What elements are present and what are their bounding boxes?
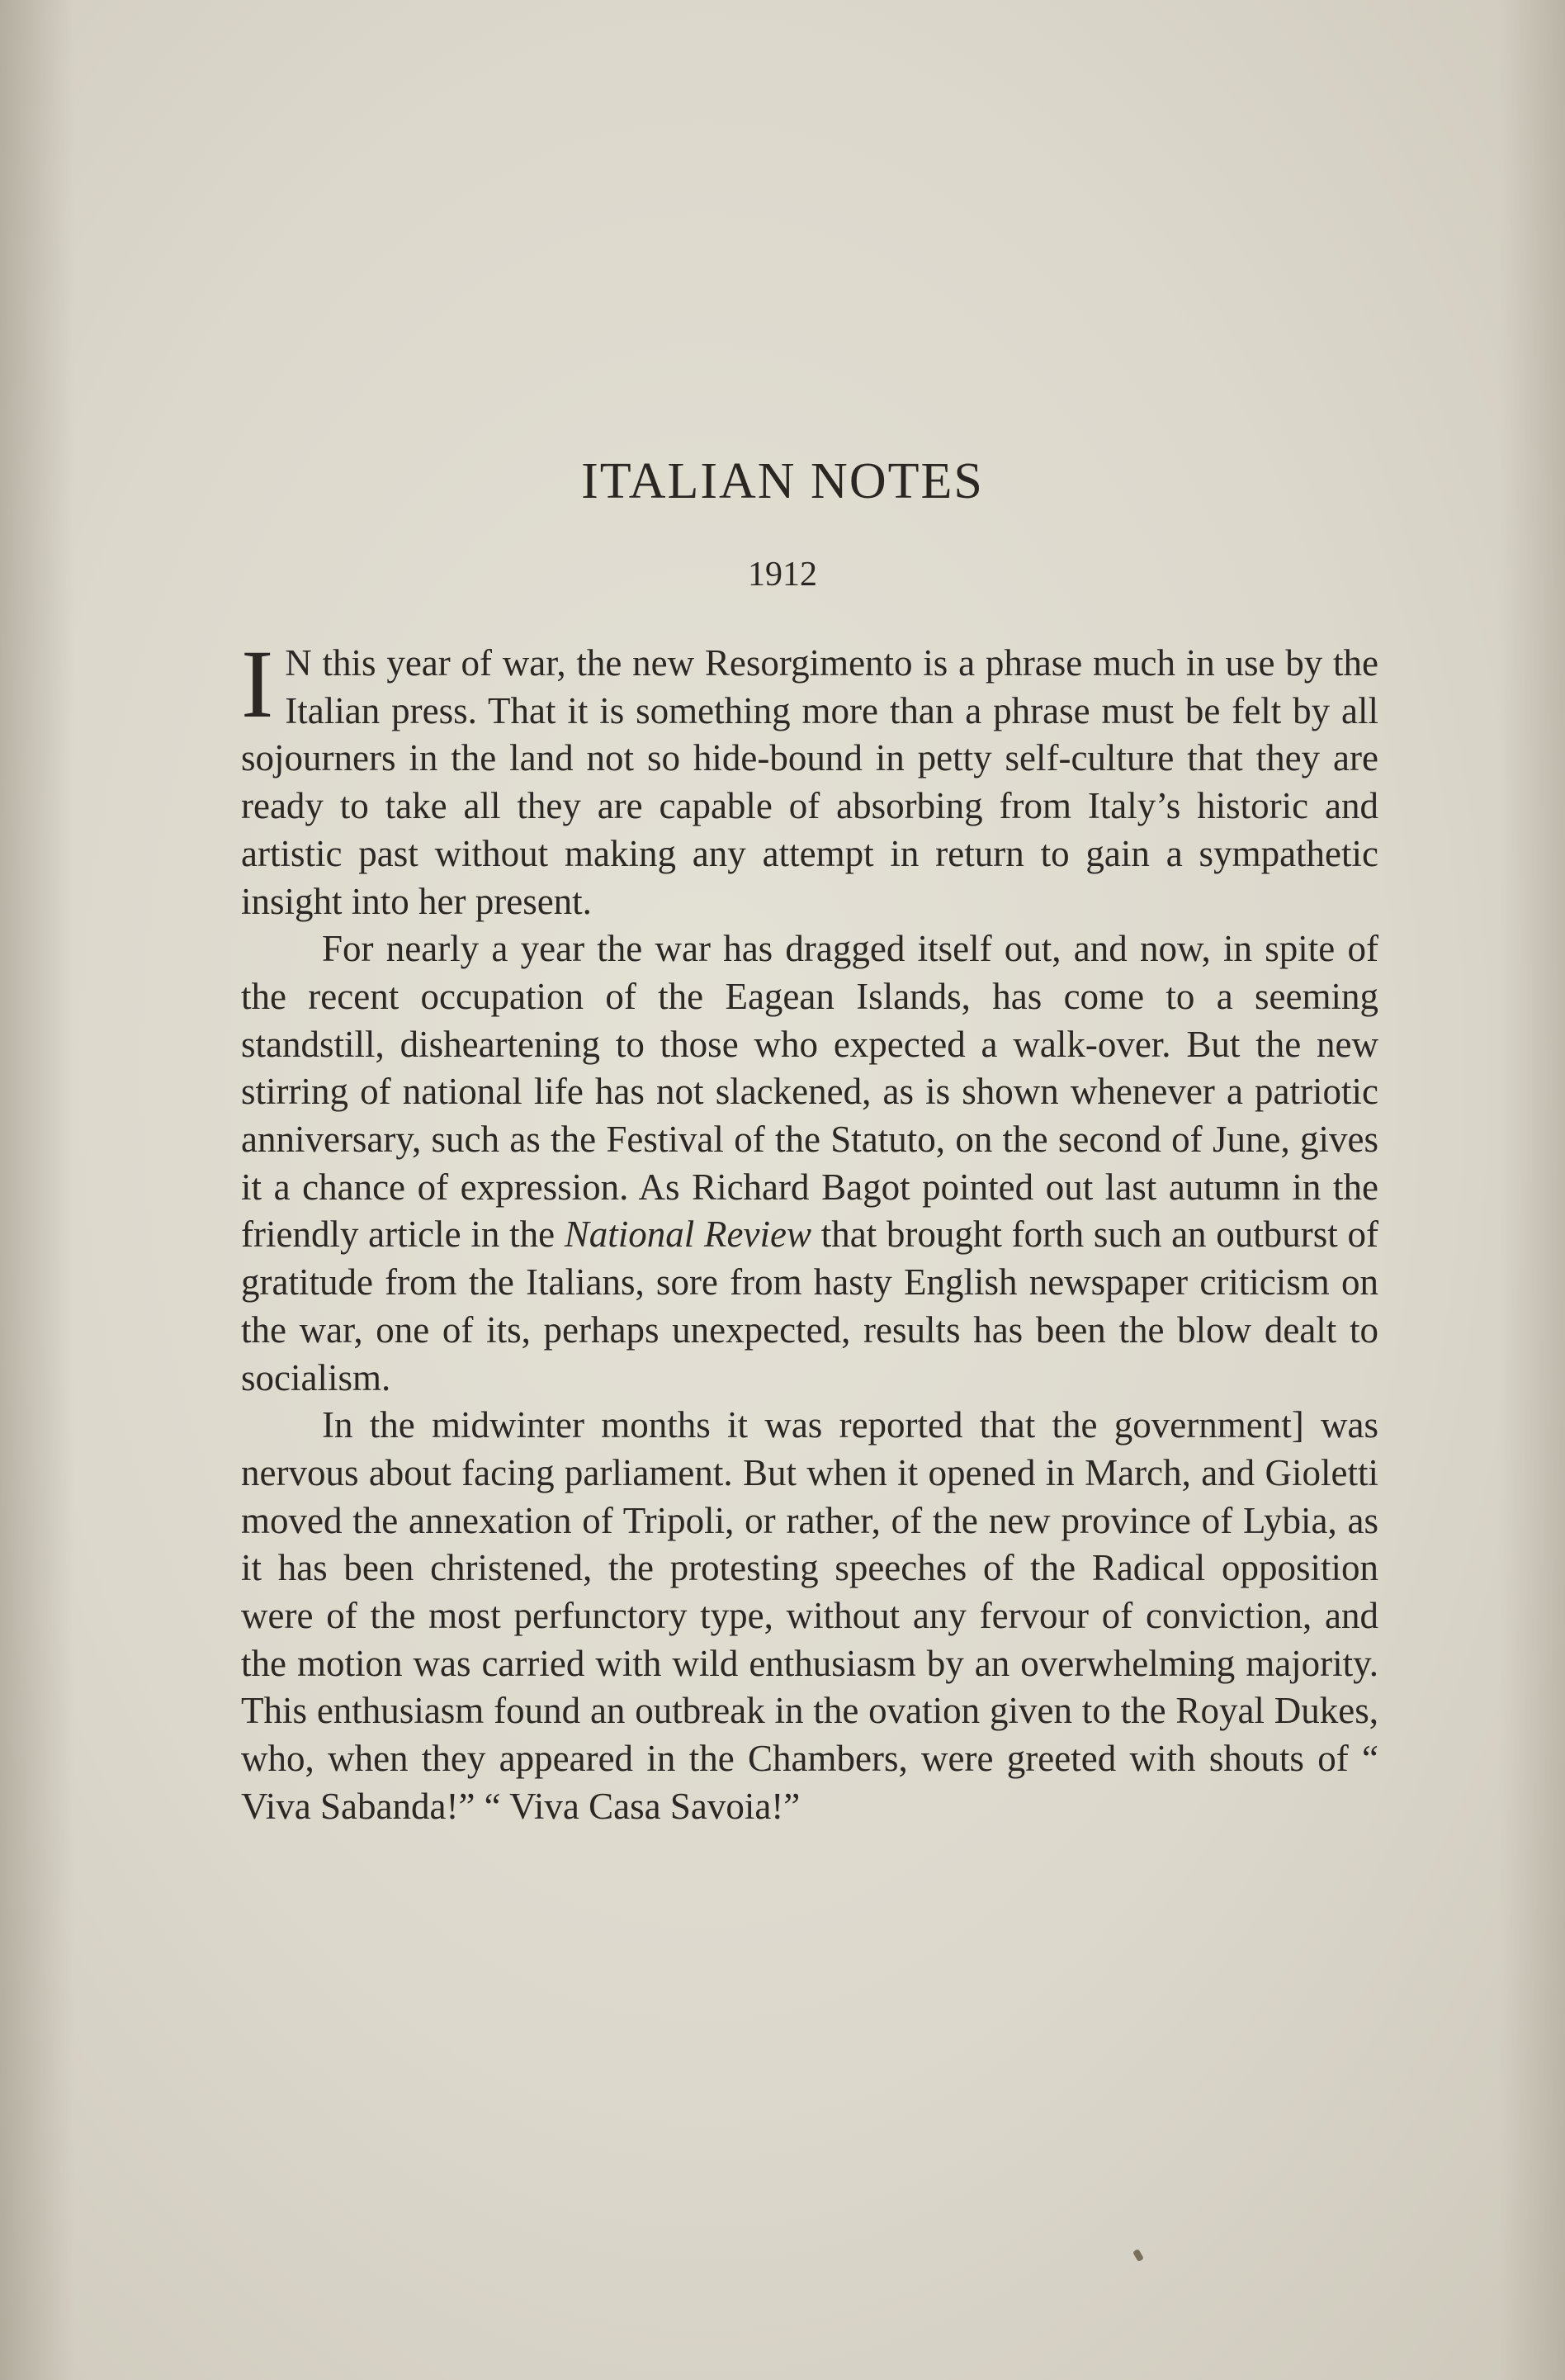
paragraph-1-text: this year of war, the new Resorgimento is a phrase much in use by the Italian press. That it is something more than a phrase must be felt by all sojourners in the land not so hide-bound in petty self-culture that they are ready to take all they are capable of absorbing from Italy’s historic and artistic past without making any attempt in return to gain a sympathetic insight into her present. bbox=[241, 642, 1378, 922]
paragraph-2-text-end: that brought forth such an outburst of gratitude from the Italians, sore from hasty English newspaper criticism on the war, one of its, perhaps unexpected, results has been the blow dealt to socialism. bbox=[241, 1214, 1378, 1398]
paragraph-2-italic: National Review bbox=[564, 1214, 811, 1256]
paragraph-2-text: For nearly a year the war has dragged itself out, and now, in spite of the recent occupation of the Eagean Islands, has come to a seeming standstill, disheartening to those who expected a walk-over. But the new stirring of national life has not slackened, as is shown whenever a patriotic anniversary, such as the Festival of the Statuto, on the second of June, gives it a chance of expression. As Richard Bagot pointed out last autumn in the friendly article in the bbox=[241, 928, 1378, 1256]
paragraph-2 bbox=[241, 925, 1378, 1402]
page-subtitle-year: 1912 bbox=[748, 556, 817, 594]
page-title: ITALIAN NOTES bbox=[581, 453, 984, 509]
drop-cap-continuation: N bbox=[285, 642, 312, 684]
body-text bbox=[241, 630, 1378, 1831]
drop-cap: I bbox=[241, 630, 274, 738]
paragraph-3 bbox=[241, 1402, 1378, 1830]
paper-speck bbox=[1132, 2249, 1144, 2262]
paragraph-3-text: In the midwinter months it was reported that the government] was nervous about facing parliament. But when it opened in March, and Gioletti moved the annexation of Tripoli, or rather, of the new province of Lybia, as it has been christened, the protesting speeches of the Radical opposition were of the most perfunctory type, without any fervour of conviction, and the motion was carried with wild enthusiasm by an overwhelming majority. This enthusiasm found an outbreak in the ovation given to the Royal Dukes, who, when they appeared in the Chambers, were greeted with shouts of “ Viva Sabanda!” “ Viva Casa Savoia!” bbox=[241, 1404, 1378, 1827]
paragraph-1 bbox=[241, 630, 1378, 925]
